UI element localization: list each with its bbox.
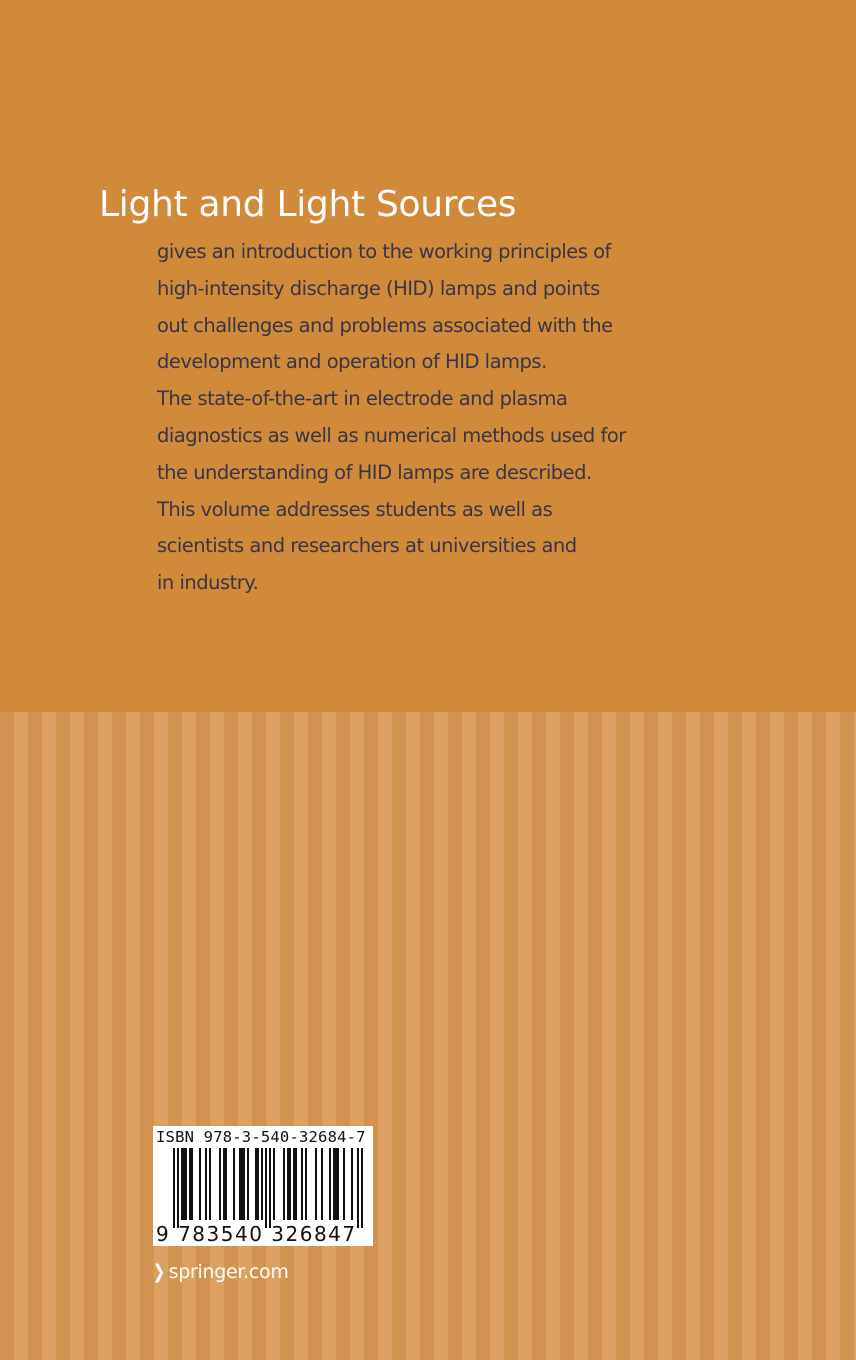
barcode-bar xyxy=(257,1148,259,1220)
striped-bottom-panel xyxy=(0,712,856,1360)
barcode-bar xyxy=(191,1148,193,1220)
barcode-bar xyxy=(199,1148,201,1220)
barcode-bar xyxy=(219,1148,221,1220)
website-label: springer.com xyxy=(168,1261,289,1283)
blurb-line: development and operation of HID lamps. xyxy=(157,350,547,374)
barcode-bar xyxy=(209,1148,211,1220)
barcode-bar xyxy=(241,1148,243,1220)
barcode-bar xyxy=(289,1148,291,1220)
barcode-bar xyxy=(247,1148,249,1220)
barcode-bar xyxy=(243,1148,245,1220)
blurb-line: This volume addresses students as well as xyxy=(157,497,553,521)
barcode-bar xyxy=(343,1148,345,1220)
barcode-bar xyxy=(273,1148,275,1220)
barcode-bar xyxy=(269,1148,271,1228)
barcode-bar xyxy=(333,1148,335,1220)
blurb-line: diagnostics as well as numerical methods used for xyxy=(157,423,626,447)
barcode-bar xyxy=(301,1148,303,1220)
blurb-line: scientists and researchers at universities and xyxy=(157,534,577,558)
blurb-line: The state-of-the-art in electrode and plasma xyxy=(157,387,568,411)
barcode-bar xyxy=(177,1148,179,1228)
barcode-bar xyxy=(315,1148,317,1220)
barcode-bar xyxy=(335,1148,337,1220)
barcode-bar xyxy=(261,1148,263,1220)
barcode-bar xyxy=(233,1148,235,1220)
barcode-bar xyxy=(295,1148,297,1220)
barcode-bar xyxy=(321,1148,323,1220)
barcode-bar xyxy=(185,1148,187,1220)
blurb-line: gives an introduction to the working principles of xyxy=(157,240,611,263)
barcode-bar xyxy=(189,1148,191,1220)
barcode-bar xyxy=(265,1148,267,1228)
blurb-line: the understanding of HID lamps are described. xyxy=(157,460,592,484)
publisher-website xyxy=(151,1261,289,1283)
chevron-right-icon: ❯ xyxy=(152,1261,166,1283)
isbn-number: ISBN 978-3-540-32684-7 xyxy=(156,1128,366,1146)
book-title: Light and Light Sources xyxy=(99,184,517,225)
barcode-label xyxy=(153,1126,373,1246)
blurb-line: in industry. xyxy=(157,571,259,595)
barcode-bar xyxy=(361,1148,363,1228)
blurb-text xyxy=(157,234,677,602)
barcode-bar xyxy=(181,1148,183,1220)
barcode-bar xyxy=(183,1148,185,1220)
barcode-bar xyxy=(205,1148,207,1220)
barcode-bar xyxy=(283,1148,285,1220)
barcode-bar xyxy=(173,1148,175,1228)
ean-digits: 9 783540 326847 xyxy=(156,1222,357,1246)
barcode-bar xyxy=(287,1148,289,1220)
barcode-bar xyxy=(225,1148,227,1220)
barcode-bar xyxy=(329,1148,331,1220)
barcode-bar xyxy=(239,1148,241,1220)
barcode-bar xyxy=(255,1148,257,1220)
barcode-bar xyxy=(357,1148,359,1228)
barcode-bar xyxy=(223,1148,225,1220)
barcode-bar xyxy=(351,1148,353,1220)
blurb-line: high-intensity discharge (HID) lamps and points xyxy=(157,276,600,300)
blurb-line: out challenges and problems associated with the xyxy=(157,313,613,337)
barcode-bar xyxy=(337,1148,339,1220)
barcode-bar xyxy=(293,1148,295,1220)
barcode-bar xyxy=(305,1148,307,1220)
